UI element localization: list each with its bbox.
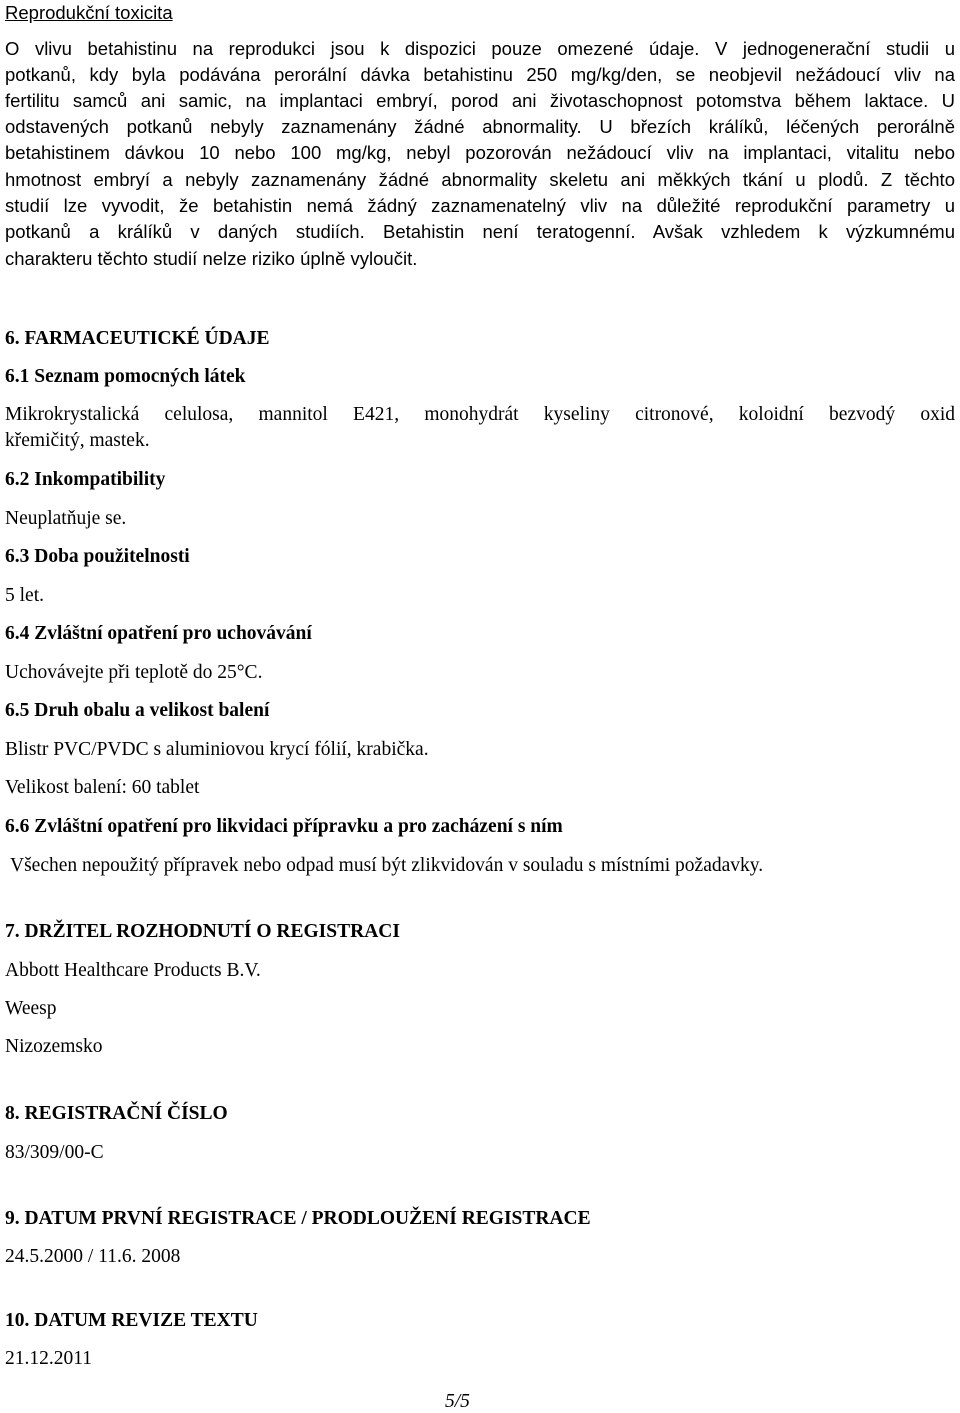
paragraph-line: Všechen nepoužitý přípravek nebo odpad musí být zlikvidován v souladu s místními požadavky. [10,855,764,876]
paragraph-line: 5 let. [5,585,44,606]
section-heading-7: 7. DRŽITEL ROZHODNUTÍ O REGISTRACI [5,921,400,942]
paragraph-line: Uchovávejte při teplotě do 25°C. [5,662,263,683]
paragraph-line: charakteru těchto studií nelze riziko úplně vyloučit. [5,248,418,269]
page-number: 5/5 [445,1391,470,1412]
section-heading-10: 10. DATUM REVIZE TEXTU [5,1310,258,1331]
paragraph-line: potkanů, kdy byla podávána perorální dávka betahistinu 250 mg/kg/den, se neobjevil nežádoucí vliv na [5,64,955,85]
holder-country: Nizozemsko [5,1036,103,1057]
paragraph-line: O vlivu betahistinu na reprodukci jsou k dispozici pouze omezené údaje. V jednogenerační studii u [5,38,955,59]
subsection-heading-6-5: 6.5 Druh obalu a velikost balení [5,700,270,721]
holder-city: Weesp [5,998,57,1019]
paragraph-line: Mikrokrystalická celulosa, mannitol E421, monohydrát kyseliny citronové, koloidní bezvodý oxid [5,404,955,425]
registration-number: 83/309/00-C [5,1142,104,1163]
section-heading-8: 8. REGISTRAČNÍ ČÍSLO [5,1103,228,1124]
revision-date: 21.12.2011 [5,1348,93,1369]
registration-dates: 24.5.2000 / 11.6. 2008 [5,1246,181,1267]
subsection-heading-6-3: 6.3 Doba použitelnosti [5,546,190,567]
paragraph-line: Velikost balení: 60 tablet [5,777,200,798]
paragraph-line: Blistr PVC/PVDC s aluminiovou krycí fólií, krabička. [5,739,429,760]
paragraph-line: křemičitý, mastek. [5,430,150,451]
paragraph-line: fertilitu samců ani samic, na implantaci embryí, porod ani životaschopnost potomstva během laktace. U [5,90,955,111]
section-heading-9: 9. DATUM PRVNÍ REGISTRACE / PRODLOUŽENÍ REGISTRACE [5,1208,591,1229]
paragraph-line: hmotnost embryí a nebyly zaznamenány žádné abnormality skeletu ani měkkých tkání u plodů. Z těchto [5,169,955,190]
paragraph-line: Neuplatňuje se. [5,508,127,529]
section-heading-6: 6. FARMACEUTICKÉ ÚDAJE [5,328,270,349]
subsection-heading-6-6: 6.6 Zvláštní opatření pro likvidaci přípravku a pro zacházení s ním [5,816,563,837]
subsection-heading-6-2: 6.2 Inkompatibility [5,469,166,490]
paragraph-line: betahistinem dávkou 10 nebo 100 mg/kg, nebyl pozorován nežádoucí vliv na implantaci, vitalitu nebo [5,142,955,163]
paragraph-line: odstavených potkanů nebyly zaznamenány žádné abnormality. U březích králíků, léčených perorálně [5,116,955,137]
subsection-heading-6-4: 6.4 Zvláštní opatření pro uchovávání [5,623,312,644]
paragraph-line: studií lze vyvodit, že betahistin nemá žádný zaznamenatelný vliv na důležité reprodukční parametry u [5,195,955,216]
holder-name: Abbott Healthcare Products B.V. [5,960,261,981]
subsection-heading-6-1: 6.1 Seznam pomocných látek [5,366,246,387]
section-title-reproductive-toxicity: Reprodukční toxicita [5,2,173,23]
paragraph-line: potkanů a králíků v daných studiích. Betahistin není teratogenní. Avšak vzhledem k výzkumnému [5,221,955,242]
